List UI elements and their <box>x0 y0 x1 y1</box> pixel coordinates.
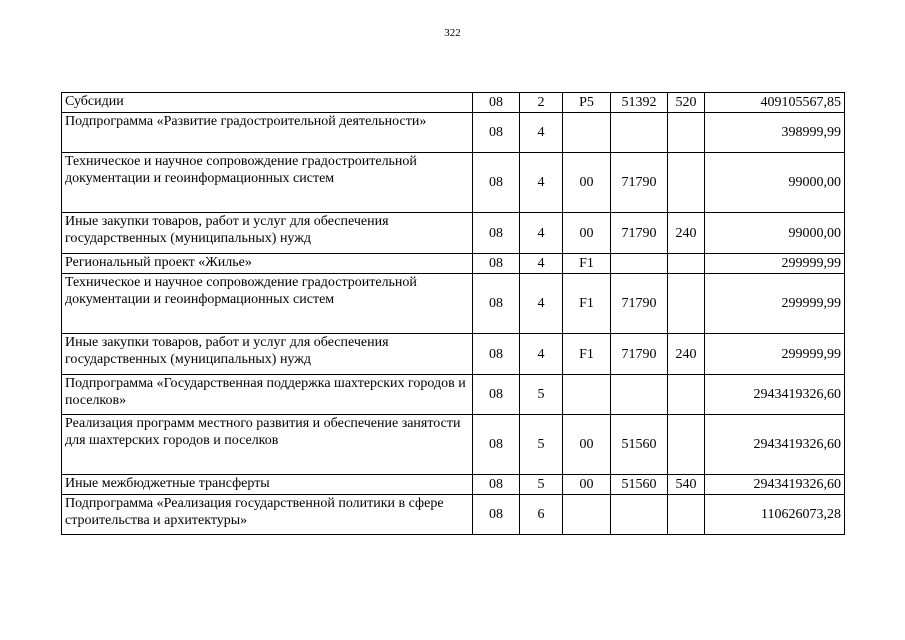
amount: 398999,99 <box>705 113 845 153</box>
row-name: Региональный проект «Жилье» <box>62 254 473 274</box>
direction-code: 71790 <box>611 213 668 254</box>
section-code: 08 <box>473 93 520 113</box>
row-name: Иные межбюджетные трансферты <box>62 475 473 495</box>
table-row <box>62 113 845 153</box>
row-name: Реализация программ местного развития и обеспечение занятости для шахтерских городов и поселков <box>62 415 473 475</box>
table-row <box>62 375 845 415</box>
row-name: Иные закупки товаров, работ и услуг для обеспечения государственных (муниципальных) нужд <box>62 334 473 375</box>
amount: 99000,00 <box>705 153 845 213</box>
subsection-code: 4 <box>520 274 563 334</box>
amount: 2943419326,60 <box>705 415 845 475</box>
subsection-code: 6 <box>520 495 563 535</box>
subsection-code: 4 <box>520 213 563 254</box>
program-code <box>563 113 611 153</box>
direction-code <box>611 113 668 153</box>
subsection-code: 5 <box>520 475 563 495</box>
direction-code: 51560 <box>611 475 668 495</box>
amount: 99000,00 <box>705 213 845 254</box>
expense-type-code: 520 <box>668 93 705 113</box>
expense-type-code: 540 <box>668 475 705 495</box>
budget-table <box>61 92 845 535</box>
program-code <box>563 495 611 535</box>
section-code: 08 <box>473 415 520 475</box>
section-code: 08 <box>473 254 520 274</box>
table-row <box>62 254 845 274</box>
program-code: 00 <box>563 153 611 213</box>
direction-code <box>611 375 668 415</box>
subsection-code: 4 <box>520 254 563 274</box>
expense-type-code <box>668 274 705 334</box>
program-code: 00 <box>563 475 611 495</box>
row-name: Иные закупки товаров, работ и услуг для обеспечения государственных (муниципальных) нужд <box>62 213 473 254</box>
direction-code: 51560 <box>611 415 668 475</box>
section-code: 08 <box>473 375 520 415</box>
row-name: Подпрограмма «Государственная поддержка шахтерских городов и поселков» <box>62 375 473 415</box>
expense-type-code <box>668 375 705 415</box>
section-code: 08 <box>473 334 520 375</box>
section-code: 08 <box>473 153 520 213</box>
expense-type-code: 240 <box>668 213 705 254</box>
direction-code: 71790 <box>611 274 668 334</box>
amount: 2943419326,60 <box>705 375 845 415</box>
expense-type-code <box>668 254 705 274</box>
table-row <box>62 93 845 113</box>
amount: 299999,99 <box>705 334 845 375</box>
page-number: 322 <box>444 27 461 39</box>
row-name: Техническое и научное сопровождение градостроительной документации и геоинформационных систем <box>62 153 473 213</box>
program-code: 00 <box>563 213 611 254</box>
amount: 2943419326,60 <box>705 475 845 495</box>
amount: 409105567,85 <box>705 93 845 113</box>
direction-code: 71790 <box>611 153 668 213</box>
program-code: F1 <box>563 274 611 334</box>
subsection-code: 4 <box>520 113 563 153</box>
expense-type-code <box>668 153 705 213</box>
table-row <box>62 415 845 475</box>
section-code: 08 <box>473 113 520 153</box>
section-code: 08 <box>473 475 520 495</box>
amount: 299999,99 <box>705 274 845 334</box>
expense-type-code: 240 <box>668 334 705 375</box>
subsection-code: 4 <box>520 334 563 375</box>
expense-type-code <box>668 495 705 535</box>
row-name: Техническое и научное сопровождение градостроительной документации и геоинформационных систем <box>62 274 473 334</box>
subsection-code: 4 <box>520 153 563 213</box>
section-code: 08 <box>473 213 520 254</box>
section-code: 08 <box>473 495 520 535</box>
row-name: Субсидии <box>62 93 473 113</box>
amount: 110626073,28 <box>705 495 845 535</box>
row-name: Подпрограмма «Реализация государственной политики в сфере строительства и архитектуры» <box>62 495 473 535</box>
direction-code: 51392 <box>611 93 668 113</box>
table-row <box>62 153 845 213</box>
amount: 299999,99 <box>705 254 845 274</box>
program-code: F1 <box>563 254 611 274</box>
table-row <box>62 334 845 375</box>
direction-code: 71790 <box>611 334 668 375</box>
row-name: Подпрограмма «Развитие градостроительной деятельности» <box>62 113 473 153</box>
table-row <box>62 213 845 254</box>
subsection-code: 2 <box>520 93 563 113</box>
expense-type-code <box>668 415 705 475</box>
expense-type-code <box>668 113 705 153</box>
subsection-code: 5 <box>520 415 563 475</box>
program-code: 00 <box>563 415 611 475</box>
table-row <box>62 495 845 535</box>
section-code: 08 <box>473 274 520 334</box>
direction-code <box>611 495 668 535</box>
subsection-code: 5 <box>520 375 563 415</box>
table-row <box>62 274 845 334</box>
direction-code <box>611 254 668 274</box>
table-row <box>62 475 845 495</box>
program-code <box>563 375 611 415</box>
program-code: P5 <box>563 93 611 113</box>
program-code: F1 <box>563 334 611 375</box>
